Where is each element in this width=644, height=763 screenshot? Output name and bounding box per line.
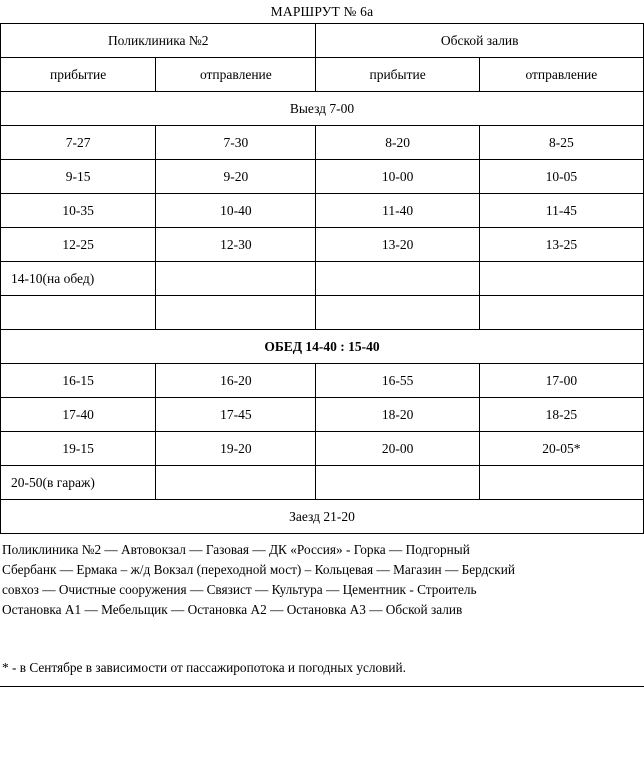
band-arrival: Заезд 21-20 [1, 500, 644, 534]
cell-arrival-1: 16-15 [1, 364, 156, 398]
station-header-row [1, 24, 644, 58]
cell-arrival-1: 17-40 [1, 398, 156, 432]
table-row [1, 194, 644, 228]
station-header-zaliv: Обской залив [316, 24, 644, 58]
cell-empty [1, 296, 156, 330]
cell-arrival-2: 13-20 [316, 228, 479, 262]
table-row [1, 160, 644, 194]
band-lunch: ОБЕД 14-40 : 15-40 [1, 330, 644, 364]
cell-arrival-1: 19-15 [1, 432, 156, 466]
cell-arrival-2: 18-20 [316, 398, 479, 432]
schedule-table [0, 23, 644, 534]
route-stops-line: совхоз — Очистные сооружения — Связист — Культура — Цементник - Строитель [2, 582, 477, 597]
band-lunch-row [1, 330, 644, 364]
col-header-arrival-1: прибытие [1, 58, 156, 92]
cell-departure-2: 18-25 [479, 398, 643, 432]
cell-arrival-2: 8-20 [316, 126, 479, 160]
cell-arrival-1: 12-25 [1, 228, 156, 262]
bottom-divider [0, 686, 644, 687]
spacer-row [1, 296, 644, 330]
cell-departure-1: 7-30 [156, 126, 316, 160]
cell-garage-note: 20-50(в гараж) [1, 466, 156, 500]
cell-departure-1: 12-30 [156, 228, 316, 262]
cell-departure-2: 8-25 [479, 126, 643, 160]
cell-arrival-1: 10-35 [1, 194, 156, 228]
cell-departure-2: 13-25 [479, 228, 643, 262]
cell-arrival-2: 16-55 [316, 364, 479, 398]
band-departure-row [1, 92, 644, 126]
cell-empty [479, 296, 643, 330]
page-title: МАРШРУТ № 6а [270, 4, 374, 19]
cell-empty [316, 466, 479, 500]
cell-empty [156, 466, 316, 500]
cell-empty [156, 262, 316, 296]
cell-empty [316, 296, 479, 330]
band-departure: Выезд 7-00 [1, 92, 644, 126]
cell-departure-1: 16-20 [156, 364, 316, 398]
route-stops-line: Сбербанк — Ермака – ж/д Вокзал (переходной мост) – Кольцевая — Магазин — Бердский [2, 562, 515, 577]
cell-arrival-1: 9-15 [1, 160, 156, 194]
route-stops-line: Поликлиника №2 — Автовокзал — Газовая — ДК «Россия» - Горка — Подгорный [2, 542, 470, 557]
cell-lunch-note: 14-10(на обед) [1, 262, 156, 296]
cell-arrival-2: 20-00 [316, 432, 479, 466]
footnote: * - в Сентябре в зависимости от пассажиропотока и погодных условий. [2, 660, 406, 675]
cell-departure-2: 11-45 [479, 194, 643, 228]
cell-arrival-1: 7-27 [1, 126, 156, 160]
cell-departure-1: 9-20 [156, 160, 316, 194]
cell-empty [316, 262, 479, 296]
table-row [1, 364, 644, 398]
col-header-departure-1: отправление [156, 58, 316, 92]
table-row [1, 398, 644, 432]
column-header-row [1, 58, 644, 92]
cell-departure-1: 17-45 [156, 398, 316, 432]
cell-arrival-2: 10-00 [316, 160, 479, 194]
cell-departure-2: 17-00 [479, 364, 643, 398]
table-row [1, 228, 644, 262]
cell-empty [479, 262, 643, 296]
cell-arrival-2: 11-40 [316, 194, 479, 228]
cell-empty [479, 466, 643, 500]
route-stops-line: Остановка А1 — Мебельщик — Остановка А2 — Остановка А3 — Обской залив [2, 602, 463, 617]
cell-departure-2: 10-05 [479, 160, 643, 194]
col-header-departure-2: отправление [479, 58, 643, 92]
table-row [1, 432, 644, 466]
table-row [1, 126, 644, 160]
garage-note-row [1, 466, 644, 500]
lunch-note-row [1, 262, 644, 296]
band-arrival-row [1, 500, 644, 534]
cell-departure-2: 20-05* [479, 432, 643, 466]
cell-departure-1: 19-20 [156, 432, 316, 466]
cell-empty [156, 296, 316, 330]
cell-departure-1: 10-40 [156, 194, 316, 228]
route-stops-list [0, 534, 644, 620]
col-header-arrival-2: прибытие [316, 58, 479, 92]
station-header-polyclinic: Поликлиника №2 [1, 24, 316, 58]
